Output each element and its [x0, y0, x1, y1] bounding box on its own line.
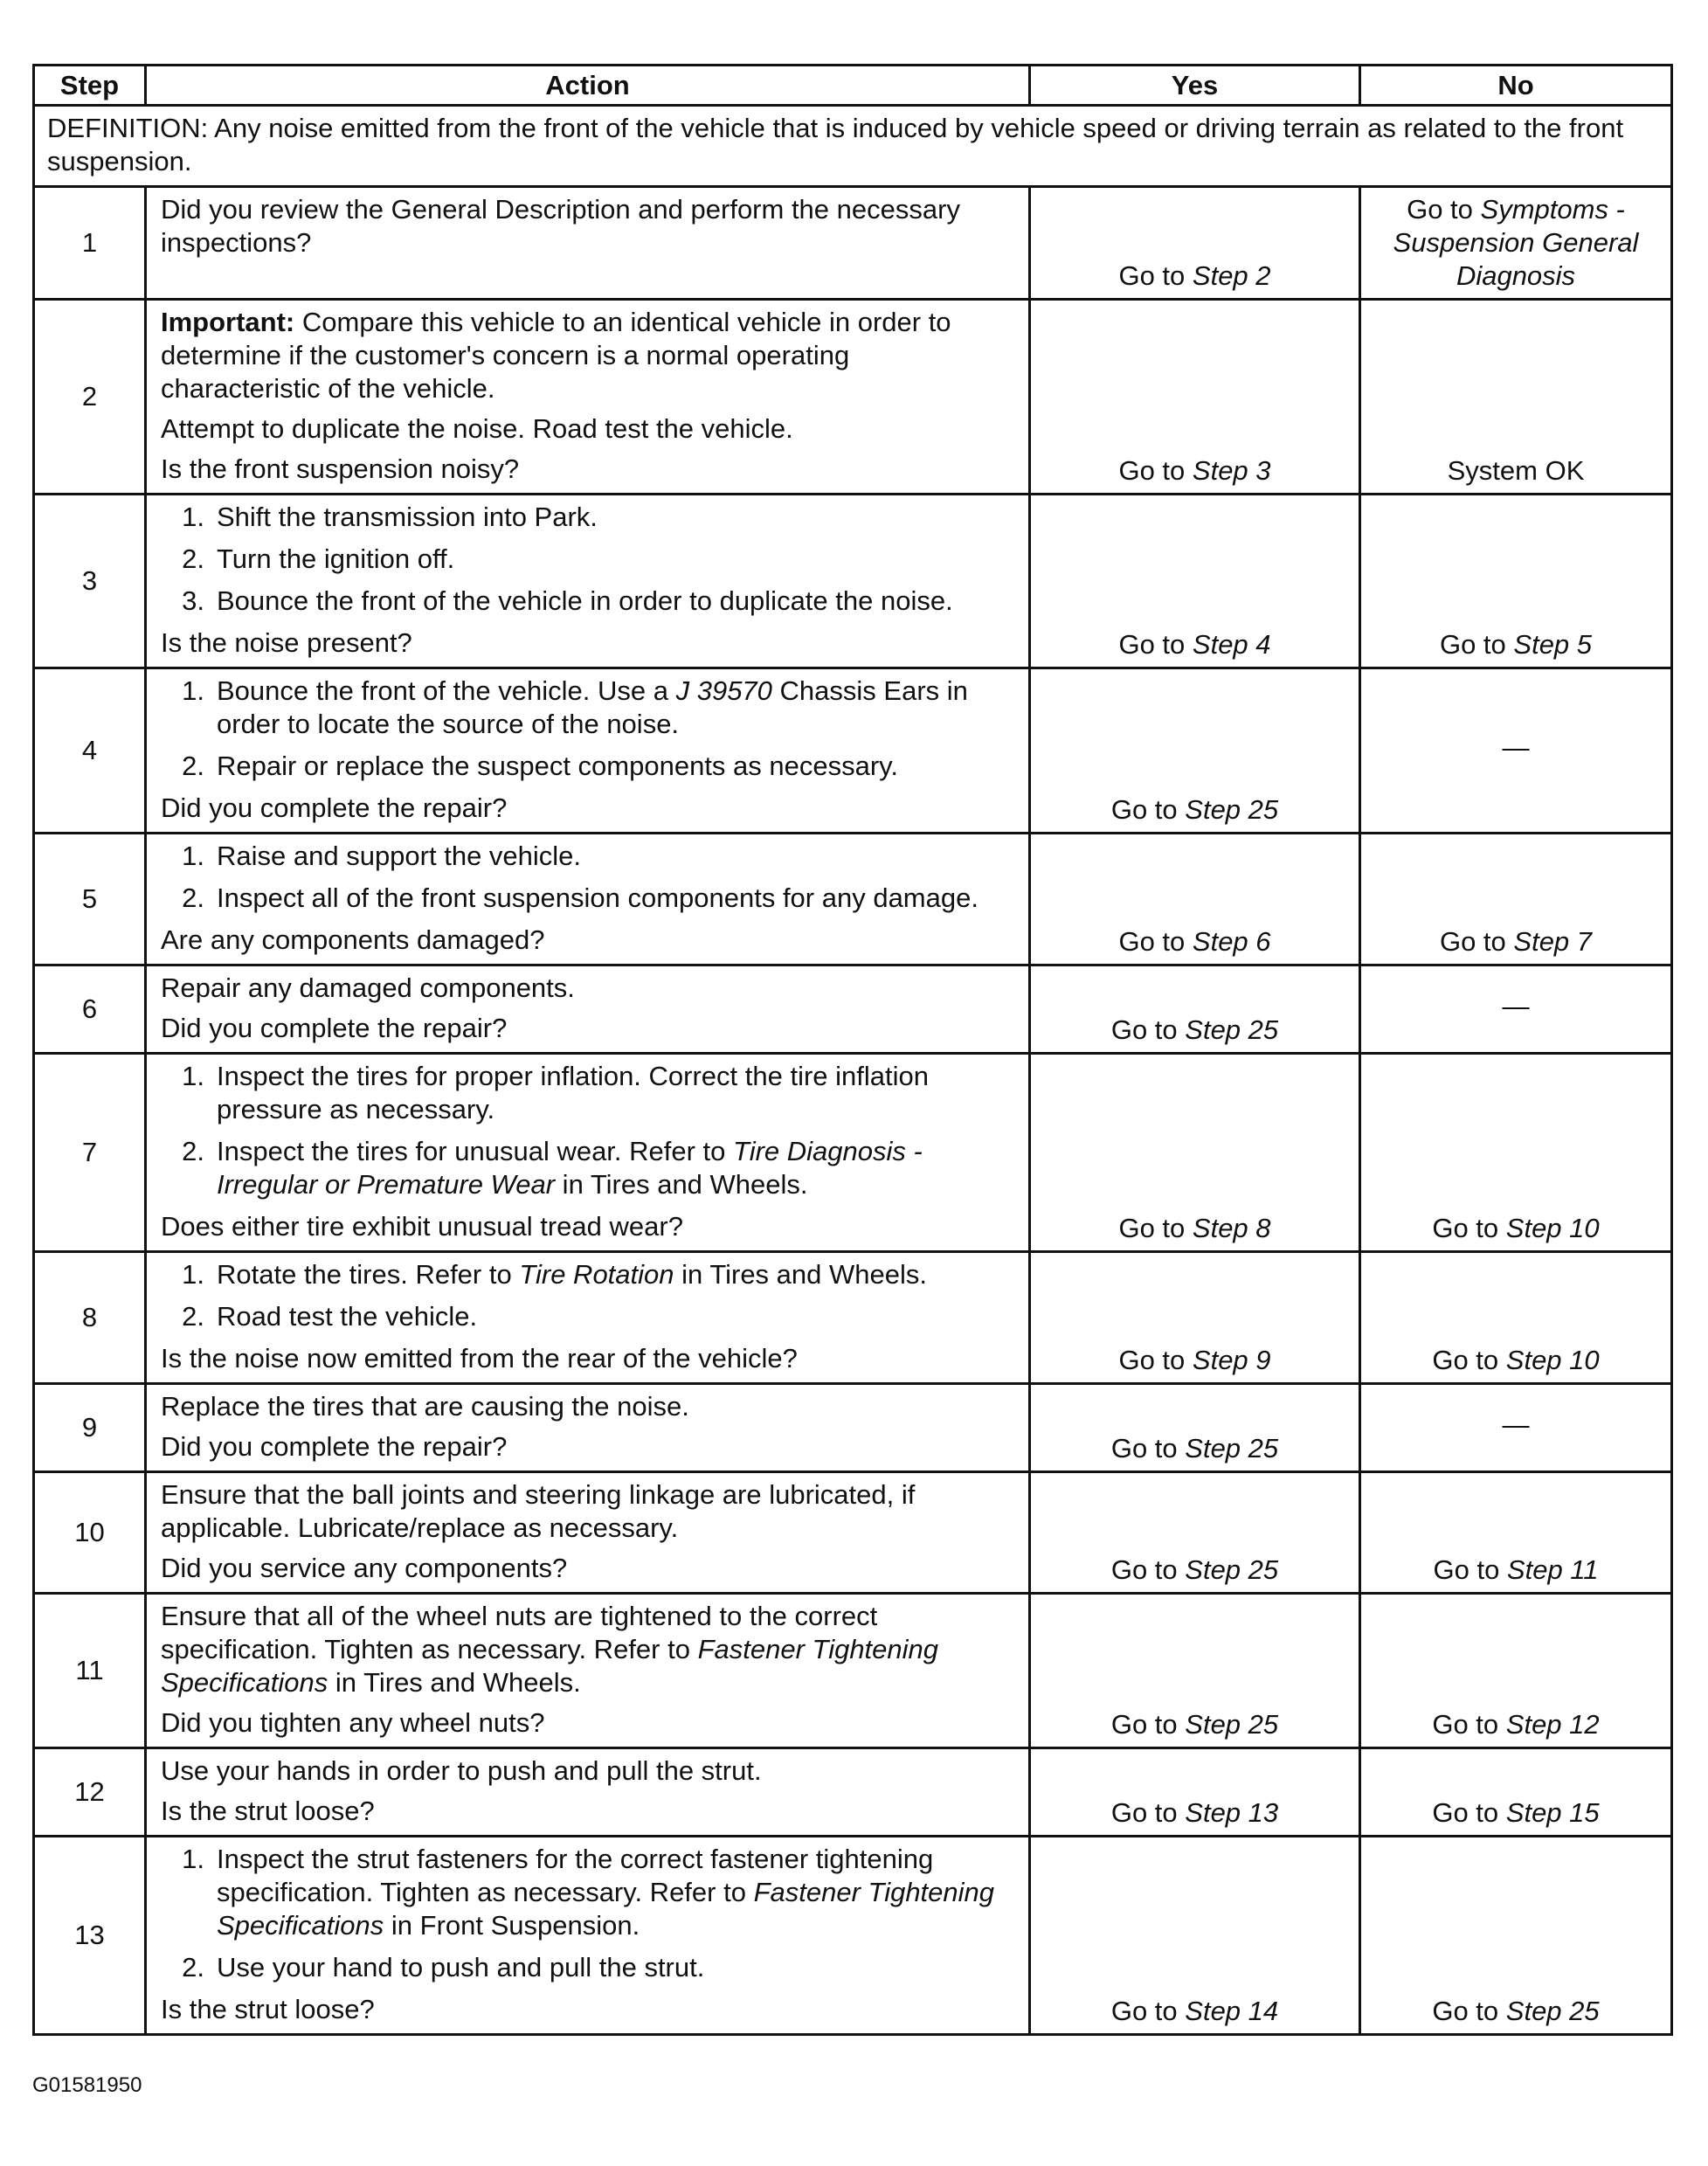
table-row	[34, 1384, 1672, 1472]
list-number: 3.	[182, 585, 204, 616]
text-segment: Go to	[1439, 926, 1514, 957]
text-segment: Did you review the General Description and perform the necessary inspections?	[161, 194, 960, 258]
table-row	[34, 668, 1672, 834]
table-header-row	[34, 66, 1672, 106]
table-row	[34, 965, 1672, 1054]
no-result	[1360, 965, 1672, 1054]
text-segment: Tire Diagnosis - Irregular or Premature Wear	[217, 1136, 923, 1200]
text-segment: System OK	[1447, 455, 1585, 486]
step-number: 13	[34, 1837, 146, 2035]
list-number: 1.	[182, 502, 204, 532]
table-row	[34, 495, 1672, 668]
action-list-item	[161, 585, 1014, 618]
list-text	[217, 1135, 1014, 1201]
action-paragraph	[161, 412, 1014, 446]
list-number: 1.	[182, 1061, 204, 1091]
action-list-item	[161, 1060, 1014, 1126]
action-list-item	[161, 1951, 1014, 1984]
action-paragraph	[161, 626, 1014, 660]
table-row	[34, 1594, 1672, 1748]
list-number: 2.	[182, 543, 204, 574]
text-segment: Step 2	[1192, 260, 1271, 291]
definition-row	[34, 106, 1672, 187]
yes-result	[1030, 1054, 1360, 1252]
action-list-item	[161, 1843, 1014, 1942]
text-segment: Is the noise present?	[161, 627, 412, 658]
yes-result	[1030, 187, 1360, 300]
text-segment: Is the front suspension noisy?	[161, 453, 520, 484]
list-text	[217, 1258, 1014, 1291]
text-segment: Step 11	[1506, 1554, 1599, 1585]
text-segment: Repair any damaged components.	[161, 972, 575, 1003]
action-list-item	[161, 1135, 1014, 1201]
step-number: 10	[34, 1472, 146, 1594]
text-segment: J 39570	[675, 675, 772, 706]
action-list-item	[161, 501, 1014, 534]
text-segment: in Tires and Wheels.	[555, 1169, 808, 1200]
text-segment: Bounce the front of the vehicle in order to duplicate the noise.	[217, 585, 953, 616]
text-segment: Step 13	[1185, 1797, 1279, 1828]
action-cell	[146, 668, 1030, 834]
action-cell	[146, 1472, 1030, 1594]
table-body	[34, 187, 1672, 2035]
action-paragraph	[161, 1478, 1014, 1545]
action-list-item	[161, 840, 1014, 873]
text-segment: Turn the ignition off.	[217, 543, 455, 574]
text-segment: Step 15	[1505, 1797, 1600, 1828]
header-step: Step	[34, 66, 146, 106]
text-segment: Important:	[161, 307, 295, 337]
step-number: 3	[34, 495, 146, 668]
no-result	[1360, 187, 1672, 300]
text-segment: Did you complete the repair?	[161, 1013, 508, 1043]
yes-result	[1030, 300, 1360, 495]
action-paragraph	[161, 1552, 1014, 1585]
table-row	[34, 834, 1672, 965]
step-number: 8	[34, 1252, 146, 1384]
yes-result	[1030, 965, 1360, 1054]
action-cell	[146, 495, 1030, 668]
text-segment: Go to	[1407, 194, 1481, 225]
table-row	[34, 1472, 1672, 1594]
text-segment: Bounce the front of the vehicle. Use a	[217, 675, 676, 706]
text-segment: Step 25	[1185, 1433, 1279, 1464]
list-text	[217, 882, 1014, 915]
action-paragraph	[161, 1993, 1014, 2026]
action-cell	[146, 300, 1030, 495]
text-segment: Go to	[1118, 1345, 1193, 1375]
text-segment: Rotate the tires. Refer to	[217, 1259, 520, 1290]
action-list-item	[161, 543, 1014, 576]
action-cell	[146, 1837, 1030, 2035]
diagnostic-table	[32, 64, 1673, 2036]
text-segment: Inspect the tires for unusual wear. Refer to	[217, 1136, 734, 1166]
text-segment: Go to	[1110, 1014, 1186, 1045]
text-segment: Go to	[1432, 1797, 1506, 1828]
text-segment: Shift the transmission into Park.	[217, 502, 598, 532]
action-paragraph	[161, 453, 1014, 486]
action-cell	[146, 187, 1030, 300]
text-segment: Does either tire exhibit unusual tread wear?	[161, 1211, 683, 1242]
list-text	[217, 585, 1014, 618]
action-cell	[146, 1252, 1030, 1384]
text-segment: Step 4	[1192, 629, 1271, 660]
text-segment: Step 3	[1192, 455, 1271, 486]
text-segment: Go to	[1110, 1797, 1186, 1828]
list-number: 1.	[182, 1844, 204, 1874]
text-segment: Is the strut loose?	[161, 1994, 375, 2024]
text-segment: Replace the tires that are causing the noise.	[161, 1391, 689, 1422]
list-number: 1.	[182, 1259, 204, 1290]
text-segment: Step 9	[1192, 1345, 1271, 1375]
table-row	[34, 1054, 1672, 1252]
yes-result	[1030, 668, 1360, 834]
step-number: 4	[34, 668, 146, 834]
text-segment: Attempt to duplicate the noise. Road test the vehicle.	[161, 413, 793, 444]
no-result	[1360, 1054, 1672, 1252]
no-result	[1360, 1594, 1672, 1748]
table-row	[34, 1748, 1672, 1837]
yes-result	[1030, 1384, 1360, 1472]
action-paragraph	[161, 1210, 1014, 1243]
text-segment: Use your hands in order to push and pull the strut.	[161, 1755, 762, 1786]
text-segment: Inspect the strut fasteners for the correct fastener tightening specification. Tighten as necessary. Refer to	[217, 1844, 934, 1907]
no-result	[1360, 1252, 1672, 1384]
action-list-item	[161, 675, 1014, 741]
text-segment: Road test the vehicle.	[217, 1301, 478, 1332]
text-segment: Go to	[1110, 1709, 1186, 1740]
action-paragraph	[161, 1706, 1014, 1740]
step-number: 2	[34, 300, 146, 495]
list-number: 1.	[182, 841, 204, 871]
action-paragraph	[161, 1795, 1014, 1828]
list-text	[217, 543, 1014, 576]
text-segment: in Tires and Wheels.	[674, 1259, 927, 1290]
yes-result	[1030, 1252, 1360, 1384]
action-paragraph	[161, 1390, 1014, 1423]
list-text	[217, 1060, 1014, 1126]
text-segment: Step 5	[1513, 629, 1593, 660]
no-result	[1360, 1384, 1672, 1472]
text-segment: —	[1502, 991, 1530, 1021]
no-result	[1360, 1748, 1672, 1837]
text-segment: Go to	[1439, 629, 1514, 660]
text-segment: —	[1502, 732, 1530, 763]
action-cell	[146, 965, 1030, 1054]
list-text	[217, 750, 1014, 783]
text-segment: Go to	[1118, 260, 1193, 291]
step-number: 6	[34, 965, 146, 1054]
text-segment: Go to	[1432, 1345, 1506, 1375]
text-segment: Step 12	[1505, 1709, 1600, 1740]
text-segment: Go to	[1118, 1213, 1193, 1243]
yes-result	[1030, 834, 1360, 965]
action-list-item	[161, 1300, 1014, 1333]
table-row	[34, 1837, 1672, 2035]
table-row	[34, 187, 1672, 300]
yes-result	[1030, 1748, 1360, 1837]
text-segment: Go to	[1118, 455, 1193, 486]
text-segment: Go to	[1118, 926, 1193, 957]
list-number: 2.	[182, 1136, 204, 1166]
no-result	[1360, 668, 1672, 834]
no-result	[1360, 1472, 1672, 1594]
text-segment: Go to	[1433, 1554, 1507, 1585]
action-paragraph	[161, 1754, 1014, 1788]
text-segment: —	[1502, 1409, 1530, 1440]
list-number: 2.	[182, 751, 204, 781]
text-segment: Go to	[1110, 1433, 1186, 1464]
text-segment: Go to	[1118, 629, 1193, 660]
text-segment: Raise and support the vehicle.	[217, 841, 582, 871]
text-segment: Did you tighten any wheel nuts?	[161, 1707, 545, 1738]
text-segment: Step 14	[1185, 1996, 1279, 2026]
action-list-item	[161, 882, 1014, 915]
text-segment: Fastener Tightening Specifications	[161, 1634, 939, 1698]
action-list-item	[161, 1258, 1014, 1291]
text-segment: Is the noise now emitted from the rear of the vehicle?	[161, 1343, 798, 1374]
yes-result	[1030, 495, 1360, 668]
text-segment: Tire Rotation	[519, 1259, 674, 1290]
list-text	[217, 501, 1014, 534]
text-segment: Step 10	[1505, 1345, 1600, 1375]
list-text	[217, 1300, 1014, 1333]
yes-result	[1030, 1837, 1360, 2035]
text-segment: Step 6	[1192, 926, 1271, 957]
action-paragraph	[161, 193, 1014, 260]
text-segment: Step 8	[1192, 1213, 1271, 1243]
header-yes: Yes	[1030, 66, 1360, 106]
text-segment: Go to	[1110, 794, 1186, 825]
no-result	[1360, 834, 1672, 965]
list-number: 2.	[182, 1301, 204, 1332]
text-segment: Compare this vehicle to an identical vehicle in order to determine if the customer's concern is a normal operating characteristic of the vehicle.	[161, 307, 951, 404]
text-segment: Step 10	[1505, 1213, 1600, 1243]
text-segment: Repair or replace the suspect components as necessary.	[217, 751, 898, 781]
action-cell	[146, 1054, 1030, 1252]
action-cell	[146, 1594, 1030, 1748]
text-segment: Did you complete the repair?	[161, 1431, 508, 1462]
table-row	[34, 300, 1672, 495]
text-segment: Is the strut loose?	[161, 1796, 375, 1826]
step-number: 7	[34, 1054, 146, 1252]
text-segment: Step 25	[1185, 794, 1279, 825]
step-number: 5	[34, 834, 146, 965]
list-text	[217, 675, 1014, 741]
action-cell	[146, 1384, 1030, 1472]
list-text	[217, 840, 1014, 873]
text-segment: Go to	[1432, 1213, 1506, 1243]
action-paragraph	[161, 1342, 1014, 1375]
text-segment: Step 25	[1185, 1709, 1279, 1740]
text-segment: Fastener Tightening Specifications	[217, 1877, 995, 1941]
no-result	[1360, 300, 1672, 495]
action-paragraph	[161, 924, 1014, 957]
no-result	[1360, 1837, 1672, 2035]
text-segment: Did you service any components?	[161, 1553, 568, 1583]
definition-text: DEFINITION: Any noise emitted from the front of the vehicle that is induced by vehicle speed or driving terrain as related to the front suspension.	[34, 106, 1672, 187]
text-segment: in Tires and Wheels.	[328, 1667, 581, 1698]
action-cell	[146, 834, 1030, 965]
list-text	[217, 1843, 1014, 1942]
text-segment: Go to	[1432, 1709, 1506, 1740]
text-segment: Step 25	[1505, 1996, 1600, 2026]
figure-id: G01581950	[32, 2073, 142, 2097]
text-segment: Are any components damaged?	[161, 924, 545, 955]
text-segment: Go to	[1110, 1554, 1186, 1585]
text-segment: in Front Suspension.	[384, 1910, 640, 1941]
action-paragraph	[161, 306, 1014, 405]
list-number: 1.	[182, 675, 204, 706]
action-paragraph	[161, 972, 1014, 1005]
step-number: 11	[34, 1594, 146, 1748]
text-segment: Step 7	[1513, 926, 1593, 957]
step-number: 1	[34, 187, 146, 300]
header-no: No	[1360, 66, 1672, 106]
text-segment: Step 25	[1185, 1554, 1279, 1585]
text-segment: Did you complete the repair?	[161, 792, 508, 823]
no-result	[1360, 495, 1672, 668]
text-segment: Inspect all of the front suspension components for any damage.	[217, 882, 978, 913]
list-number: 2.	[182, 1952, 204, 1983]
text-segment: Symptoms - Suspension General Diagnosis	[1393, 194, 1639, 291]
text-segment: Ensure that all of the wheel nuts are tightened to the correct specification. Tighten as necessary. Refer to	[161, 1601, 878, 1664]
header-action: Action	[146, 66, 1030, 106]
text-segment: Use your hand to push and pull the strut.	[217, 1952, 705, 1983]
text-segment: Go to	[1110, 1996, 1186, 2026]
table-row	[34, 1252, 1672, 1384]
list-number: 2.	[182, 882, 204, 913]
text-segment: Inspect the tires for proper inflation. Correct the tire inflation pressure as necessary.	[217, 1061, 930, 1125]
text-segment: Ensure that the ball joints and steering linkage are lubricated, if applicable. Lubricate/replace as necessary.	[161, 1479, 916, 1543]
action-paragraph	[161, 792, 1014, 825]
text-segment: Step 25	[1185, 1014, 1279, 1045]
yes-result	[1030, 1472, 1360, 1594]
action-paragraph	[161, 1430, 1014, 1464]
action-paragraph	[161, 1600, 1014, 1699]
action-paragraph	[161, 1012, 1014, 1045]
step-number: 12	[34, 1748, 146, 1837]
step-number: 9	[34, 1384, 146, 1472]
text-segment: Chassis Ears in order to locate the source of the noise.	[217, 675, 968, 739]
action-cell	[146, 1748, 1030, 1837]
action-list-item	[161, 750, 1014, 783]
text-segment: Go to	[1432, 1996, 1506, 2026]
yes-result	[1030, 1594, 1360, 1748]
list-text	[217, 1951, 1014, 1984]
